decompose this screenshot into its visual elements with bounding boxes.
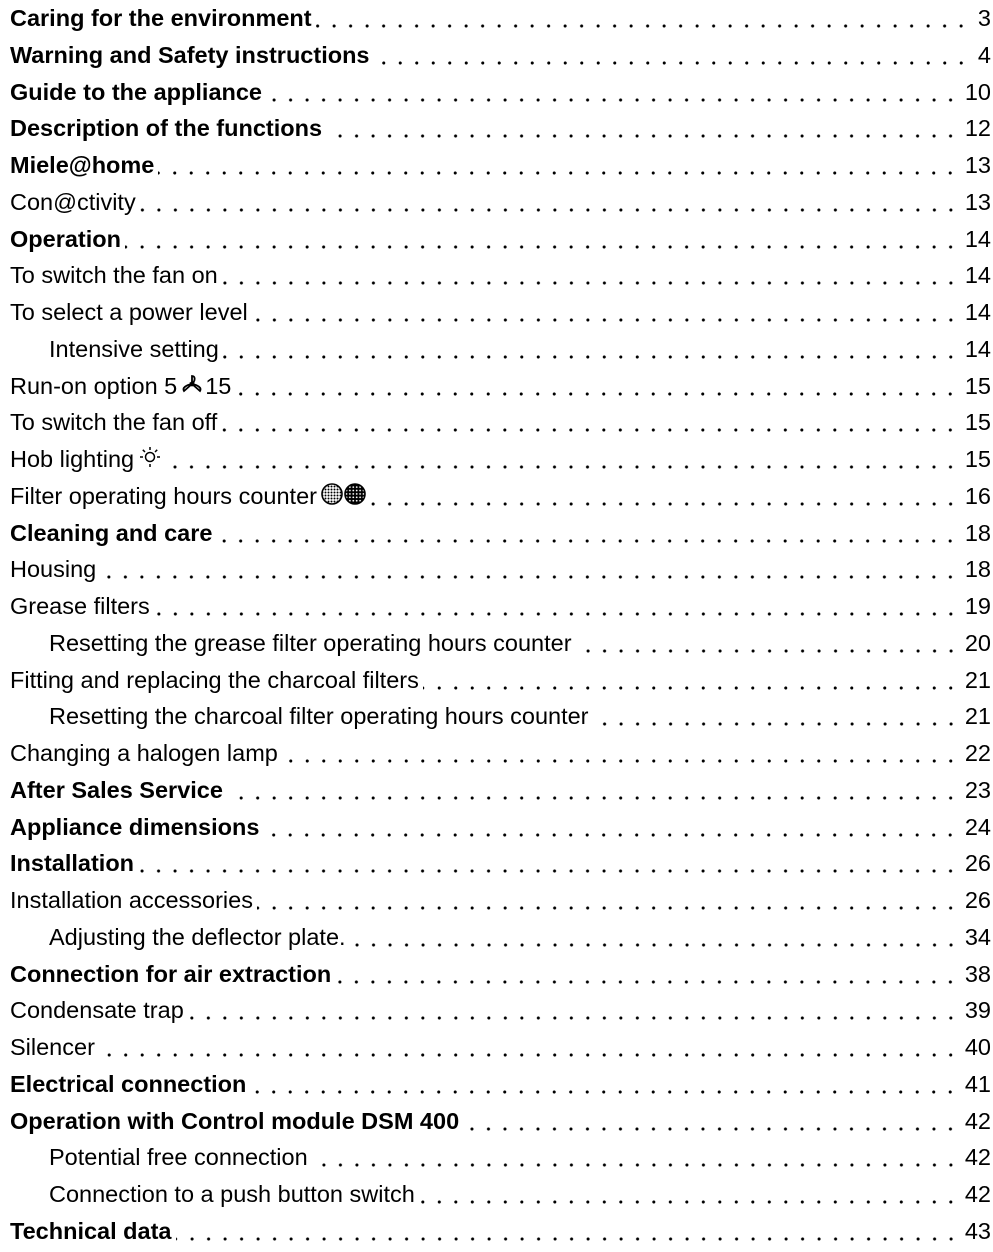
toc-entry-label (49, 328, 219, 370)
dot-leader (266, 98, 959, 102)
dot-leader (223, 355, 959, 359)
toc-entry-title: Operation (10, 225, 121, 252)
toc-page-number: 42 (964, 1107, 991, 1134)
toc-entry-label (10, 806, 259, 848)
toc-entry-title: Miele@home (10, 152, 155, 178)
toc-entry-title: Silencer (10, 1034, 95, 1060)
dot-leader (593, 722, 959, 726)
toc-entry-run-on-option-5[interactable] (10, 365, 991, 407)
toc-page-number: 38 (964, 960, 991, 987)
toc-page-number: 4 (977, 41, 991, 68)
toc-entry-title: Electrical connection (10, 1070, 247, 1097)
dot-leader (100, 575, 959, 579)
toc-page-number: 42 (964, 1144, 991, 1171)
toc-entry-label (10, 1100, 459, 1142)
dot-leader (252, 318, 959, 322)
toc-entry-label (10, 1063, 246, 1105)
toc-entry-title: Operation with Control module DSM 400 (10, 1107, 460, 1134)
toc-entry-intensive-setting[interactable] (49, 328, 991, 370)
toc-page-number: 21 (964, 666, 991, 693)
toc-entry-technical-data[interactable] (10, 1210, 991, 1252)
dot-leader (140, 208, 959, 212)
toc-page-number: 34 (964, 923, 991, 950)
toc-entry-installation-accessories[interactable] (10, 879, 991, 921)
toc-entry-guide-to-the-appliance[interactable] (10, 71, 991, 113)
toc-page-number: 15 (964, 372, 991, 399)
toc-entry-to-select-a-power-level[interactable] (10, 291, 991, 333)
dot-leader (222, 281, 959, 285)
toc-page-number: 13 (964, 188, 991, 215)
toc-entry-silencer[interactable] (10, 1026, 991, 1068)
toc-page-number: 16 (964, 482, 991, 509)
toc-page-number: 40 (964, 1034, 991, 1060)
toc-entry-description-of-the-functions[interactable] (10, 107, 991, 149)
toc-entry-label (10, 879, 253, 921)
toc-entry-title: Grease filters (10, 593, 150, 619)
toc-entry-title: To select a power level (10, 299, 248, 325)
dot-leader (312, 1163, 959, 1167)
toc-entry-label (10, 1210, 172, 1252)
toc-entry-title: Hob lighting (10, 446, 135, 472)
dot-leader (154, 612, 959, 616)
toc-page-number: 10 (964, 78, 991, 105)
toc-entry-con-ctivity[interactable] (10, 181, 991, 223)
toc-entry-title: Housing (10, 556, 97, 583)
toc-entry-label (10, 291, 248, 333)
toc-entry-label (49, 622, 572, 664)
toc-entry-title: Installation accessories (10, 887, 253, 913)
dot-leader (166, 465, 959, 469)
toc-entry-title: Changing a halogen lamp (10, 740, 278, 766)
toc-entry-title: Installation (10, 850, 135, 877)
toc-entry-label (10, 71, 262, 113)
toc-entry-to-switch-the-fan-on[interactable] (10, 254, 991, 296)
toc-entry-label (10, 34, 370, 76)
toc-page-number: 15 (964, 409, 991, 436)
toc-page-number: 13 (964, 152, 991, 178)
dot-leader (316, 24, 969, 28)
toc-entry-connection-to-a-push-button-switch[interactable] (49, 1173, 991, 1215)
toc-entry-title: Filter operating hours counter (10, 482, 317, 509)
dot-leader (99, 1053, 959, 1057)
toc-entry-title: After Sales Service (10, 776, 223, 803)
toc-entry-filter-operating-hours-counter[interactable] (10, 475, 991, 517)
toc-page-number: 14 (964, 225, 991, 252)
dot-leader (158, 171, 958, 175)
toc-entry-title: Resetting the charcoal filter operating hours counter (49, 703, 589, 730)
toc-entry-label (10, 842, 134, 884)
toc-entry-title: Connection for air extraction (10, 960, 332, 987)
toc-page-number: 12 (964, 115, 991, 142)
toc-page-number: 20 (964, 629, 991, 656)
toc-entry-hob-lighting[interactable] (10, 438, 991, 480)
toc-page-number: 3 (977, 5, 991, 31)
dot-leader (125, 245, 959, 249)
toc-entry-title: Technical data (10, 1217, 172, 1244)
toc-entry-label (10, 769, 223, 811)
toc-entry-title: Potential free connection (49, 1144, 308, 1171)
toc-page-number: 41 (964, 1070, 991, 1097)
dot-leader (235, 392, 958, 396)
toc-page-number: 14 (964, 262, 991, 289)
toc-entry-label (49, 1136, 308, 1178)
toc-entry-title: Intensive setting (49, 335, 219, 362)
toc-entry-title: Description of the functions (10, 115, 323, 142)
toc-entry-after-sales-service[interactable] (10, 769, 991, 811)
toc-entry-label (10, 548, 96, 590)
toc-page-number: 23 (964, 776, 991, 803)
toc-page-number: 15 (964, 446, 991, 472)
toc-entry-label (10, 512, 212, 554)
toc-entry-condensate-trap[interactable] (10, 989, 991, 1031)
toc-entry-label (10, 659, 419, 701)
dot-leader (250, 1090, 958, 1094)
dot-leader (350, 943, 959, 947)
toc-entry-title: Run-on option 5 (10, 372, 178, 399)
toc-page-number: 43 (964, 1217, 991, 1244)
toc-entry-label (10, 732, 278, 774)
toc-entry-miele-home[interactable] (10, 144, 991, 186)
dot-leader (326, 134, 959, 138)
toc-page-number: 26 (964, 887, 991, 913)
toc-entry-title: To switch the fan on (10, 262, 218, 289)
toc-entry-title: Adjusting the deflector plate. (49, 923, 346, 950)
toc-entry-label (10, 989, 184, 1031)
toc-entry-label (49, 695, 589, 737)
toc-page-number: 39 (964, 997, 991, 1024)
dot-leader (371, 502, 959, 506)
toc-entry-label (49, 1173, 415, 1215)
dot-leader (216, 539, 958, 543)
toc-entry-title: Condensate trap (10, 997, 184, 1024)
dot-leader (374, 61, 970, 65)
toc-page-number: 24 (964, 813, 991, 840)
toc-entry-label (49, 916, 346, 958)
toc-entry-warning-and-safety-instructions[interactable] (10, 34, 991, 76)
toc-page-number: 22 (964, 740, 991, 766)
toc-page-number: 42 (964, 1181, 991, 1207)
dot-leader (176, 1237, 959, 1241)
toc-entry-operation-with-control-module-dsm-400[interactable] (10, 1100, 991, 1142)
toc-entry-title: Guide to the appliance (10, 78, 263, 105)
toc-entry-to-switch-the-fan-off[interactable] (10, 401, 991, 443)
toc-entry-resetting-the-charcoal-filter-operating-hours-counter[interactable] (49, 695, 991, 737)
toc-entry-adjusting-the-deflector-plate[interactable] (49, 916, 991, 958)
toc-entry-appliance-dimensions[interactable] (10, 806, 991, 848)
toc-page-number: 18 (964, 556, 991, 583)
dot-leader (463, 1127, 959, 1131)
dot-leader (423, 686, 959, 690)
toc-entry-changing-a-halogen-lamp[interactable] (10, 732, 991, 774)
toc-entry-title: Appliance dimensions (10, 813, 260, 840)
toc-page-number: 21 (964, 703, 991, 730)
toc-page-number: 14 (964, 335, 991, 362)
toc-page-number: 26 (964, 850, 991, 877)
toc-entry-label (10, 254, 218, 296)
toc-entry-label (10, 144, 154, 186)
toc-entry-installation[interactable] (10, 842, 991, 884)
toc-entry-label (10, 585, 150, 627)
toc-entry-title-suffix: 15 (205, 372, 232, 399)
toc-entry-label (10, 1026, 95, 1068)
toc-entry-title: Con@ctivity (10, 188, 136, 215)
toc-entry-label (10, 401, 217, 443)
toc-entry-label (10, 181, 136, 223)
dot-leader (576, 649, 959, 653)
toc-page-number: 18 (964, 519, 991, 546)
toc-entry-title: Warning and Safety instructions (10, 41, 370, 68)
toc-entry-grease-filters[interactable] (10, 585, 991, 627)
toc-entry-fitting-and-replacing-the-charcoal-filters[interactable] (10, 659, 991, 701)
toc-entry-electrical-connection[interactable] (10, 1063, 991, 1105)
toc-entry-potential-free-connection[interactable] (49, 1136, 991, 1178)
toc-entry-title: To switch the fan off (10, 409, 218, 436)
toc-entry-title: Resetting the grease filter operating hours counter (49, 629, 572, 656)
dot-leader (221, 428, 959, 432)
dot-leader (419, 1200, 959, 1204)
dot-leader (257, 906, 959, 910)
toc-entry-resetting-the-grease-filter-operating-hours-counter[interactable] (49, 622, 991, 664)
toc-entry-title: Connection to a push button switch (49, 1181, 415, 1207)
dot-leader (282, 759, 959, 763)
dot-leader (227, 796, 959, 800)
toc-page-number: 19 (964, 593, 991, 619)
toc-entry-label (10, 107, 322, 149)
toc-entry-title: Fitting and replacing the charcoal filters (10, 666, 419, 693)
dot-leader (188, 1016, 959, 1020)
toc-entry-housing[interactable] (10, 548, 991, 590)
toc-page-number: 14 (964, 299, 991, 325)
dot-leader (138, 869, 959, 873)
toc-entry-title: Caring for the environment (10, 5, 312, 31)
toc-entry-operation[interactable] (10, 218, 991, 260)
toc-entry-title: Cleaning and care (10, 519, 213, 546)
toc-entry-connection-for-air-extraction[interactable] (10, 953, 991, 995)
toc-entry-label (10, 953, 331, 995)
dot-leader (263, 833, 958, 837)
toc-entry-cleaning-and-care[interactable] (10, 512, 991, 554)
toc-entry-label (10, 218, 121, 260)
dot-leader (335, 980, 959, 984)
